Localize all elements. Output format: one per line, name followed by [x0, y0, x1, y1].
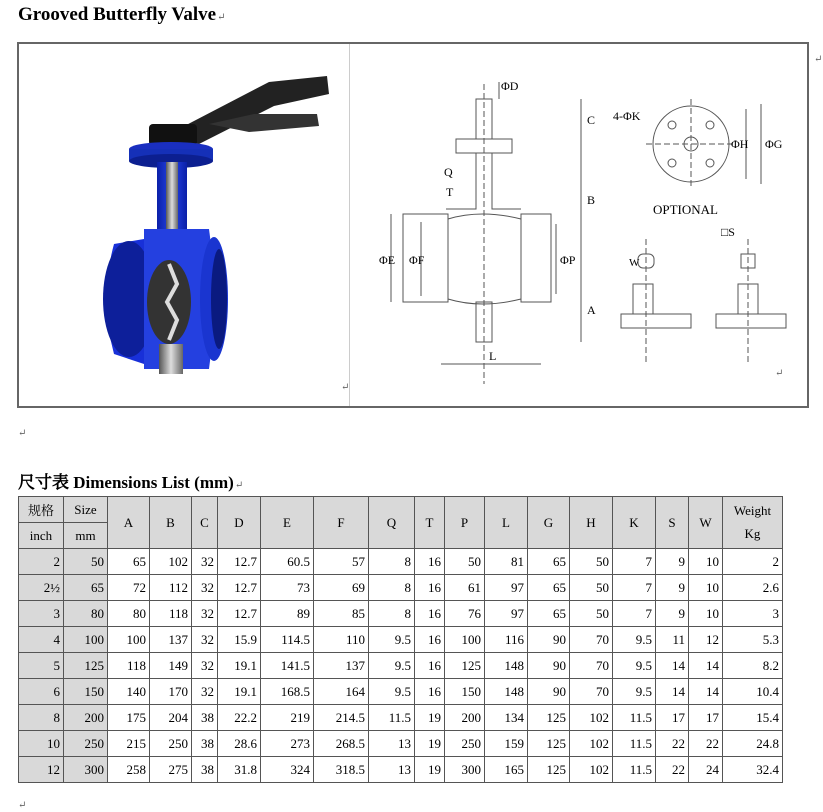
- cell-mm: 150: [64, 679, 108, 705]
- header-inch: inch: [19, 523, 64, 549]
- header-W: W: [689, 497, 723, 549]
- cell-value: 65: [528, 601, 570, 627]
- header-E: E: [261, 497, 314, 549]
- cell-value: 9.5: [369, 653, 415, 679]
- cell-value: 12: [689, 627, 723, 653]
- label-Q: Q: [444, 165, 453, 179]
- header-B: B: [150, 497, 192, 549]
- cell-mm: 300: [64, 757, 108, 783]
- cell-inch: 5: [19, 653, 64, 679]
- cell-value: 134: [485, 705, 528, 731]
- cell-value: 102: [570, 757, 613, 783]
- label-phiD: ΦD: [501, 79, 519, 93]
- cell-value: 5.3: [723, 627, 783, 653]
- table-row: [19, 627, 783, 653]
- cell-value: 69: [314, 575, 369, 601]
- cell-value: 12.7: [218, 601, 261, 627]
- cell-value: 38: [192, 705, 218, 731]
- cell-value: 175: [108, 705, 150, 731]
- figure-divider: [349, 44, 350, 406]
- cell-value: 19: [415, 705, 445, 731]
- header-gui-ge: 规格: [19, 497, 64, 523]
- cell-value: 13: [369, 757, 415, 783]
- cell-value: 170: [150, 679, 192, 705]
- cell-value: 102: [570, 705, 613, 731]
- label-phiP: ΦP: [560, 253, 576, 267]
- paragraph-mark: ↵: [341, 382, 350, 393]
- cell-value: 90: [528, 679, 570, 705]
- cell-inch: 3: [19, 601, 64, 627]
- cell-value: 14: [689, 653, 723, 679]
- cell-value: 250: [445, 731, 485, 757]
- header-row-1: [19, 497, 783, 523]
- cell-value: 7: [613, 549, 656, 575]
- cell-value: 114.5: [261, 627, 314, 653]
- cell-value: 16: [415, 653, 445, 679]
- cell-inch: 8: [19, 705, 64, 731]
- cell-value: 15.9: [218, 627, 261, 653]
- cell-value: 11.5: [613, 757, 656, 783]
- cell-value: 214.5: [314, 705, 369, 731]
- header-weight-label: Weight: [733, 503, 772, 519]
- label-C: C: [587, 113, 596, 127]
- page-title: [18, 4, 225, 26]
- cell-value: 19.1: [218, 679, 261, 705]
- cell-value: 12.7: [218, 575, 261, 601]
- cell-value: 2: [723, 549, 783, 575]
- cell-value: 38: [192, 731, 218, 757]
- cell-value: 16: [415, 549, 445, 575]
- cell-value: 19.1: [218, 653, 261, 679]
- cell-value: 318.5: [314, 757, 369, 783]
- cell-mm: 125: [64, 653, 108, 679]
- cell-value: 116: [485, 627, 528, 653]
- cell-value: 8: [369, 549, 415, 575]
- cell-mm: 65: [64, 575, 108, 601]
- cell-value: 324: [261, 757, 314, 783]
- header-H: H: [570, 497, 613, 549]
- cell-value: 164: [314, 679, 369, 705]
- cell-value: 118: [108, 653, 150, 679]
- cell-value: 9: [656, 549, 689, 575]
- cell-value: 22: [689, 731, 723, 757]
- label-optional: OPTIONAL: [653, 202, 718, 217]
- cell-inch: 10: [19, 731, 64, 757]
- cell-value: 9.5: [369, 627, 415, 653]
- cell-value: 102: [150, 549, 192, 575]
- cell-mm: 50: [64, 549, 108, 575]
- cell-value: 17: [689, 705, 723, 731]
- cell-value: 159: [485, 731, 528, 757]
- cell-value: 300: [445, 757, 485, 783]
- cell-value: 3: [723, 601, 783, 627]
- cell-value: 80: [108, 601, 150, 627]
- cell-value: 72: [108, 575, 150, 601]
- cell-value: 10: [689, 601, 723, 627]
- cell-value: 89: [261, 601, 314, 627]
- cell-value: 9: [656, 575, 689, 601]
- cell-value: 140: [108, 679, 150, 705]
- cell-value: 16: [415, 679, 445, 705]
- cell-value: 38: [192, 757, 218, 783]
- cell-value: 9.5: [369, 679, 415, 705]
- cell-value: 73: [261, 575, 314, 601]
- cell-value: 219: [261, 705, 314, 731]
- header-C: C: [192, 497, 218, 549]
- header-mm: mm: [64, 523, 108, 549]
- cell-value: 273: [261, 731, 314, 757]
- cell-value: 11.5: [369, 705, 415, 731]
- cell-value: 14: [689, 679, 723, 705]
- table-row: [19, 679, 783, 705]
- cell-value: 148: [485, 653, 528, 679]
- cell-value: 7: [613, 575, 656, 601]
- cell-value: 65: [108, 549, 150, 575]
- header-size: Size: [64, 497, 108, 523]
- technical-drawing: [351, 44, 811, 406]
- header-T: T: [415, 497, 445, 549]
- cell-value: 85: [314, 601, 369, 627]
- cell-value: 17: [656, 705, 689, 731]
- cell-value: 32: [192, 601, 218, 627]
- cell-value: 14: [656, 679, 689, 705]
- cell-mm: 200: [64, 705, 108, 731]
- cell-value: 125: [528, 731, 570, 757]
- label-T: T: [446, 185, 454, 199]
- table-row: [19, 757, 783, 783]
- cell-value: 16: [415, 601, 445, 627]
- cell-value: 15.4: [723, 705, 783, 731]
- cell-value: 268.5: [314, 731, 369, 757]
- label-W: W: [629, 257, 640, 269]
- cell-value: 100: [445, 627, 485, 653]
- cell-value: 112: [150, 575, 192, 601]
- cell-value: 10.4: [723, 679, 783, 705]
- header-D: D: [218, 497, 261, 549]
- table-title-cn: 尺寸表: [18, 473, 69, 492]
- cell-value: 8.2: [723, 653, 783, 679]
- cell-value: 11: [656, 627, 689, 653]
- header-kg-label: Kg: [744, 525, 761, 541]
- cell-value: 32.4: [723, 757, 783, 783]
- cell-value: 275: [150, 757, 192, 783]
- table-row: [19, 549, 783, 575]
- cell-value: 24: [689, 757, 723, 783]
- header-P: P: [445, 497, 485, 549]
- cell-value: 19: [415, 731, 445, 757]
- table-row: [19, 731, 783, 757]
- cell-value: 65: [528, 575, 570, 601]
- cell-value: 125: [528, 757, 570, 783]
- cell-value: 16: [415, 627, 445, 653]
- cell-mm: 80: [64, 601, 108, 627]
- valve-figure: [17, 42, 823, 408]
- cell-value: 9.5: [613, 679, 656, 705]
- cell-value: 137: [150, 627, 192, 653]
- header-A: A: [108, 497, 150, 549]
- cell-value: 100: [108, 627, 150, 653]
- cell-value: 9.5: [613, 627, 656, 653]
- cell-value: 9: [656, 601, 689, 627]
- cell-value: 32: [192, 575, 218, 601]
- cell-value: 60.5: [261, 549, 314, 575]
- header-G: G: [528, 497, 570, 549]
- cell-value: 250: [150, 731, 192, 757]
- cell-value: 11.5: [613, 731, 656, 757]
- title-text: Grooved Butterfly Valve: [18, 4, 217, 25]
- cell-value: 200: [445, 705, 485, 731]
- cell-value: 32: [192, 679, 218, 705]
- cell-value: 57: [314, 549, 369, 575]
- cell-value: 32: [192, 653, 218, 679]
- label-phiF: ΦF: [409, 253, 425, 267]
- cell-value: 258: [108, 757, 150, 783]
- cell-value: 148: [485, 679, 528, 705]
- cell-value: 22: [656, 731, 689, 757]
- cell-value: 8: [369, 601, 415, 627]
- header-F: F: [314, 497, 369, 549]
- cell-value: 97: [485, 575, 528, 601]
- cell-value: 11.5: [613, 705, 656, 731]
- cell-value: 149: [150, 653, 192, 679]
- label-phiH: ΦH: [731, 137, 749, 151]
- cell-value: 8: [369, 575, 415, 601]
- table-row: [19, 705, 783, 731]
- cell-value: 19: [415, 757, 445, 783]
- cell-value: 90: [528, 653, 570, 679]
- header-K: K: [613, 497, 656, 549]
- paragraph-mark: ↵: [18, 800, 27, 811]
- cell-mm: 100: [64, 627, 108, 653]
- cell-value: 22: [656, 757, 689, 783]
- valve-render-image: [19, 44, 349, 406]
- cell-value: 215: [108, 731, 150, 757]
- header-S: S: [656, 497, 689, 549]
- paragraph-mark: ↵: [18, 428, 27, 439]
- cell-value: 50: [570, 575, 613, 601]
- cell-inch: 6: [19, 679, 64, 705]
- cell-mm: 250: [64, 731, 108, 757]
- cell-value: 70: [570, 679, 613, 705]
- cell-value: 70: [570, 653, 613, 679]
- cell-value: 70: [570, 627, 613, 653]
- cell-value: 90: [528, 627, 570, 653]
- label-A: A: [587, 303, 596, 317]
- table-title-en: Dimensions List (mm): [73, 473, 234, 492]
- cell-value: 165: [485, 757, 528, 783]
- cell-value: 50: [570, 549, 613, 575]
- table-title: [18, 468, 243, 493]
- dimensions-table: [18, 496, 783, 783]
- cell-value: 102: [570, 731, 613, 757]
- cell-value: 65: [528, 549, 570, 575]
- label-phiG: ΦG: [765, 137, 783, 151]
- cell-value: 125: [445, 653, 485, 679]
- label-phiE: ΦE: [379, 253, 396, 267]
- cell-value: 28.6: [218, 731, 261, 757]
- cell-value: 9.5: [613, 653, 656, 679]
- table-body: [19, 549, 783, 783]
- cell-value: 81: [485, 549, 528, 575]
- cell-value: 24.8: [723, 731, 783, 757]
- cell-value: 168.5: [261, 679, 314, 705]
- cell-value: 22.2: [218, 705, 261, 731]
- cell-value: 110: [314, 627, 369, 653]
- cell-value: 7: [613, 601, 656, 627]
- cell-value: 31.8: [218, 757, 261, 783]
- header-L: L: [485, 497, 528, 549]
- table-row: [19, 653, 783, 679]
- paragraph-mark: ↵: [775, 368, 784, 379]
- table-row: [19, 601, 783, 627]
- cell-value: 118: [150, 601, 192, 627]
- paragraph-mark: ↵: [814, 54, 823, 65]
- cell-inch: 4: [19, 627, 64, 653]
- header-weight: [723, 497, 783, 549]
- cell-value: 10: [689, 549, 723, 575]
- label-L: L: [489, 349, 497, 363]
- cell-value: 137: [314, 653, 369, 679]
- cell-value: 50: [445, 549, 485, 575]
- cell-inch: 2½: [19, 575, 64, 601]
- table-row: [19, 575, 783, 601]
- cell-value: 150: [445, 679, 485, 705]
- cell-value: 61: [445, 575, 485, 601]
- label-4phiK: 4-ΦK: [613, 109, 641, 123]
- header-Q: Q: [369, 497, 415, 549]
- cell-value: 32: [192, 627, 218, 653]
- cell-value: 141.5: [261, 653, 314, 679]
- cell-value: 12.7: [218, 549, 261, 575]
- cell-value: 10: [689, 575, 723, 601]
- cell-value: 97: [485, 601, 528, 627]
- cell-value: 14: [656, 653, 689, 679]
- cell-value: 204: [150, 705, 192, 731]
- cell-inch: 12: [19, 757, 64, 783]
- cell-value: 76: [445, 601, 485, 627]
- paragraph-mark: ↵: [234, 480, 244, 491]
- label-B: B: [587, 193, 596, 207]
- cell-value: 125: [528, 705, 570, 731]
- paragraph-mark: ↵: [217, 12, 226, 23]
- label-squareS: □S: [721, 225, 735, 239]
- cell-value: 16: [415, 575, 445, 601]
- cell-value: 13: [369, 731, 415, 757]
- cell-value: 50: [570, 601, 613, 627]
- cell-inch: 2: [19, 549, 64, 575]
- cell-value: 32: [192, 549, 218, 575]
- cell-value: 2.6: [723, 575, 783, 601]
